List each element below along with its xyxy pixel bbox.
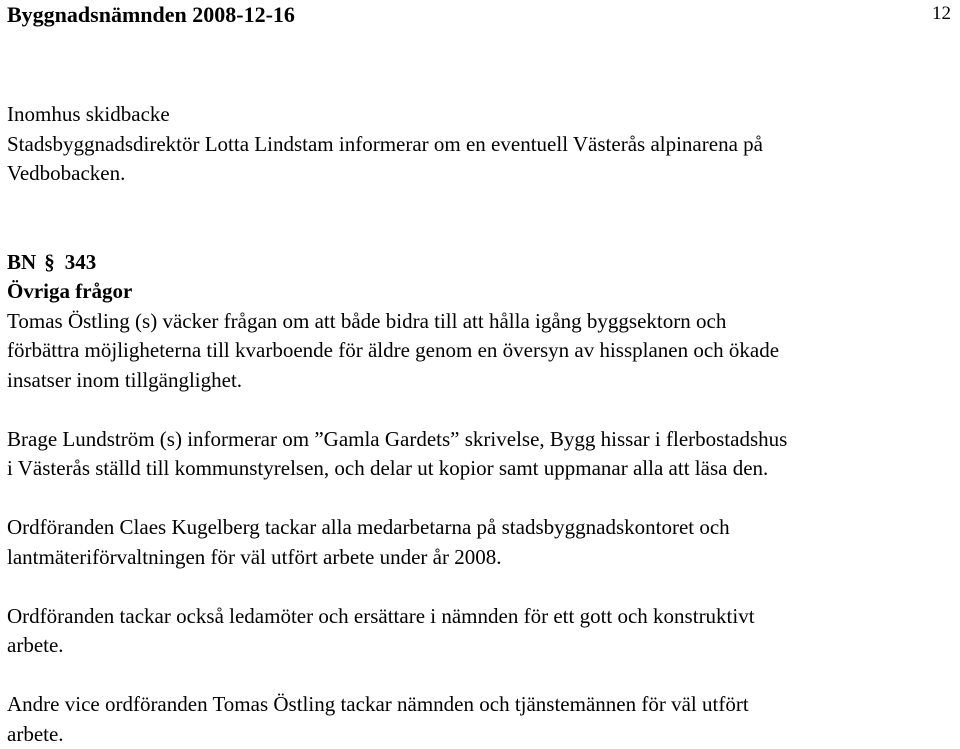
- paragraph-line: Brage Lundström (s) informerar om ”Gamla Gardets” skrivelse, Bygg hissar i flerbostadshus: [7, 425, 952, 455]
- paragraph-line: i Västerås ställd till kommunstyrelsen, och delar ut kopior samt uppmanar alla att läsa den.: [7, 454, 952, 484]
- document-body: [7, 100, 952, 749]
- page-number: 12: [932, 0, 951, 28]
- spacer: [7, 572, 952, 602]
- section-title: Övriga frågor: [7, 277, 952, 307]
- paragraph: [7, 602, 952, 661]
- paragraph-line: arbete.: [7, 720, 952, 749]
- paragraph: [7, 307, 952, 396]
- inomhus-text-line: Stadsbyggnadsdirektör Lotta Lindstam informerar om en eventuell Västerås alpinarena på: [7, 130, 952, 160]
- inomhus-text-line: Vedbobacken.: [7, 159, 952, 189]
- paragraph: [7, 425, 952, 484]
- section-header: [7, 248, 952, 307]
- paragraph: [7, 513, 952, 572]
- spacer: [7, 395, 952, 425]
- paragraph-line: Ordföranden tackar också ledamöter och ersättare i nämnden för ett gott och konstruktivt: [7, 602, 952, 632]
- paragraph-line: Andre vice ordföranden Tomas Östling tackar nämnden och tjänstemännen för väl utfört: [7, 690, 952, 720]
- section-prefix: BN: [7, 250, 36, 274]
- paragraph-line: Ordföranden Claes Kugelberg tackar alla medarbetarna på stadsbyggnadskontoret och: [7, 513, 952, 543]
- paragraph-line: arbete.: [7, 631, 952, 661]
- paragraph-line: insatser inom tillgänglighet.: [7, 366, 952, 396]
- section-number: 343: [65, 250, 97, 274]
- spacer: [7, 484, 952, 514]
- paragraph: [7, 690, 952, 749]
- inomhus-heading: Inomhus skidbacke: [7, 100, 952, 130]
- inomhus-block: [7, 100, 952, 189]
- spacer: [7, 189, 952, 248]
- section-sign: §: [44, 248, 55, 278]
- document-header-title: Byggnadsnämnden 2008-12-16: [7, 0, 295, 30]
- spacer: [7, 661, 952, 691]
- paragraph-line: Tomas Östling (s) väcker frågan om att både bidra till att hålla igång byggsektorn och: [7, 307, 952, 337]
- paragraph-line: förbättra möjligheterna till kvarboende för äldre genom en översyn av hissplanen och ökade: [7, 336, 952, 366]
- section-reference: [7, 248, 952, 278]
- paragraph-line: lantmäteriförvaltningen för väl utfört arbete under år 2008.: [7, 543, 952, 573]
